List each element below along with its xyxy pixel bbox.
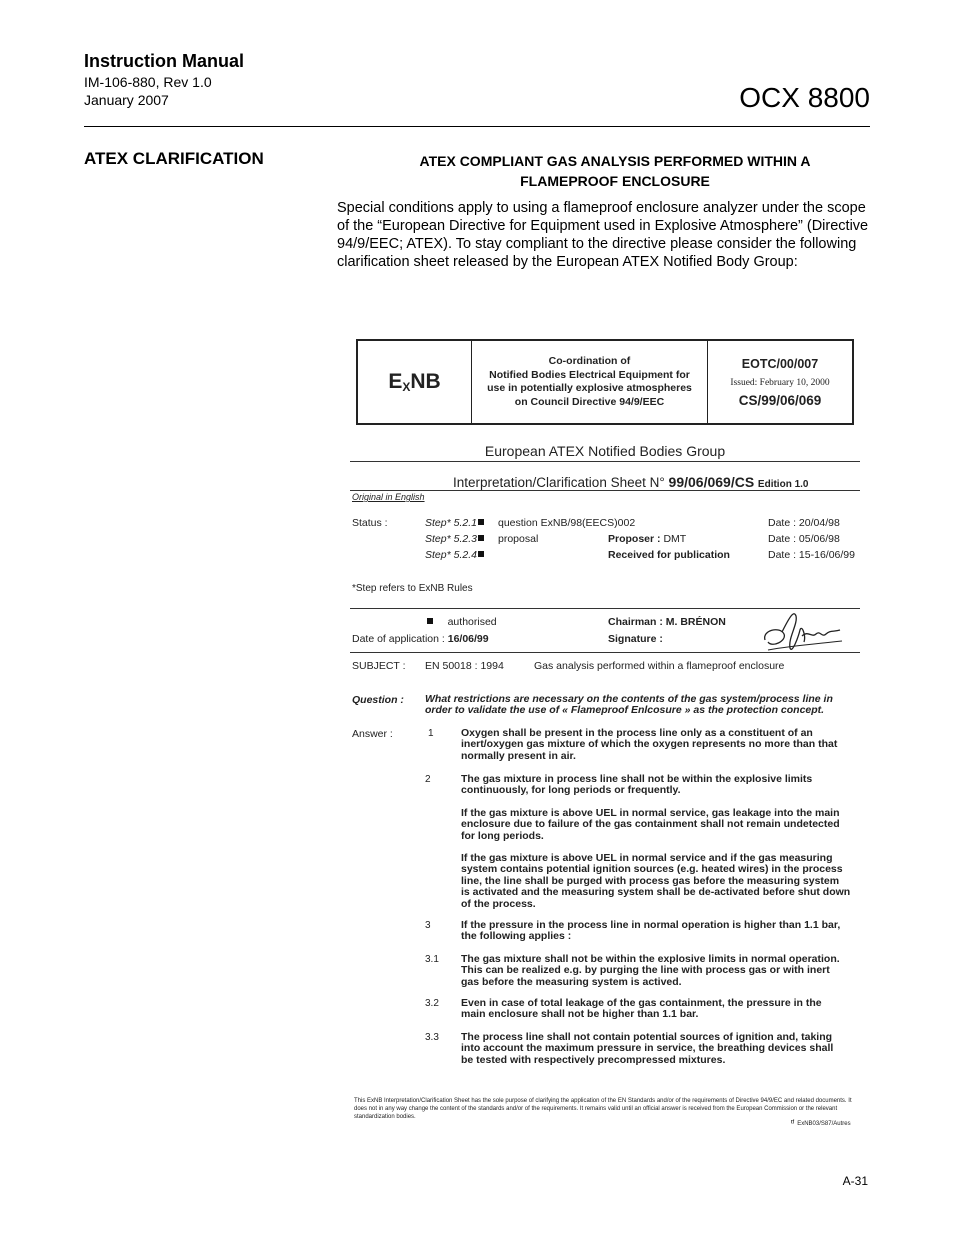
bullet-square-icon: [478, 519, 484, 525]
original-language-note: Original in English: [352, 492, 425, 502]
page-number: A-31: [842, 1174, 868, 1188]
coordination-text: [472, 341, 708, 423]
answer-number: 3.2: [425, 998, 439, 1009]
section-title: ATEX CLARIFICATION: [84, 149, 264, 168]
coordination-line: use in potentially explosive atmospheres: [487, 382, 692, 394]
answer-number: 2: [425, 774, 431, 785]
step-description: question ExNB/98(EECS)002: [498, 517, 636, 529]
step-label: Step* 5.2.3: [425, 533, 484, 545]
question-label: Question :: [352, 694, 404, 706]
logo-subscript: X: [402, 380, 411, 394]
step-date: Date : 20/04/98: [768, 517, 840, 529]
answer-paragraph: If the gas mixture is above UEL in normal service and if the gas measuring system contains potential ignition sources (e.g. heated wires) in the process line, the line shall be purged with process gas before the measuring system is activated and the measuring system shall be de-activated before shut down of the process.: [461, 852, 851, 910]
answer-item: The gas mixture in process line shall not be within the explosive limits continuously, for long periods or frequently.: [461, 773, 813, 797]
coordination-line: on Council Directive 94/9/EEC: [514, 395, 665, 408]
signature-label: Signature :: [608, 633, 663, 645]
logo-suffix: NB: [410, 370, 441, 393]
divider: [350, 490, 860, 491]
issued-date: Issued: February 10, 2000: [730, 377, 830, 388]
sheet-number: 99/06/069/CS: [668, 474, 755, 490]
reference-block: [708, 341, 852, 423]
logo-letter: E: [388, 370, 403, 393]
handwritten-signature: [760, 608, 844, 658]
step-description: proposal: [498, 533, 539, 545]
clarification-sheet-scan: [340, 330, 880, 1140]
step-date: Date : 05/06/98: [768, 533, 840, 545]
received-for-publication: Received for publication: [608, 549, 730, 561]
step-label: Step* 5.2.1: [425, 517, 484, 529]
answer-number: 1: [428, 728, 434, 739]
authorised-status: authorised: [426, 616, 497, 628]
document-number: IM-106-880, Rev 1.0: [84, 74, 212, 90]
sheet-title: [453, 474, 808, 490]
coordination-line: Notified Bodies Electrical Equipment for: [489, 368, 690, 381]
answer-item: The process line shall not contain potential sources of ignition and, taking into account the maximum pressure in service, the breathing devices shall be tested with respectively precompressed mixtures.: [461, 1031, 834, 1066]
status-label: Status :: [352, 517, 388, 529]
group-title: European ATEX Notified Bodies Group: [484, 443, 726, 459]
exnb-logo: [358, 341, 472, 423]
manual-title: Instruction Manual: [84, 51, 245, 71]
step-label: Step* 5.2.4: [425, 549, 484, 561]
bullet-square-icon: [478, 535, 484, 541]
answer-item: The gas mixture shall not be within the explosive limits in normal operation. This can be realized e.g. by purging the line with process gas or with inert gas before the measuring system is actived.: [461, 953, 840, 988]
disclaimer-note: This ExNB Interpretation/Clarification Sheet has the sole purpose of clarifying the application of the EN Standards and/or of the requirements of Directive 94/9/EC and related documents. It does not in any way change the content of the standards and/or of the requirements. It remains valid until an official answer is received from the European Commission or the relevant standardization bodies.: [354, 1098, 852, 1121]
answer-number: 3: [425, 920, 431, 931]
cs-code: CS/99/06/069: [738, 392, 822, 408]
proposer: Proposer : DMT: [608, 533, 687, 545]
intro-paragraph: Special conditions apply to using a flameproof enclosure analyzer under the scope of the “European Directive for Equipment used in Explosive Atmosphere” (Directive 94/9/EEC; ATEX). To stay compliant to the directive please consider the following clarification sheet released by the European ATEX Notified Body Group:: [337, 200, 869, 270]
sheet-edition: Edition 1.0: [757, 479, 809, 490]
answer-paragraph: If the gas mixture is above UEL in normal service, gas leakage into the main enclosure due to failure of the gas containment shall not remain undetected for long periods.: [461, 807, 840, 842]
subject-label: SUBJECT :: [352, 660, 406, 672]
coordination-line: Co-ordination of: [548, 355, 631, 367]
question-text: What restrictions are necessary on the contents of the gas system/process line in order to validate the use of « Flameproof Enlcosure » as the protection concept.: [425, 693, 833, 717]
reference-code: EOTC/00/007: [741, 356, 819, 371]
answer-number: 3.1: [425, 954, 439, 965]
bullet-square-icon: [478, 551, 484, 557]
subject-text: Gas analysis performed within a flameproof enclosure: [534, 660, 785, 672]
bullet-square-icon: [427, 618, 433, 624]
step-footnote: *Step refers to ExNB Rules: [352, 583, 473, 594]
header-divider: [84, 126, 870, 127]
subject-standard: EN 50018 : 1994: [425, 660, 504, 672]
answer-item: Oxygen shall be present in the process line only as a constituent of an inert/oxygen gas mixture of which the oxygen represents no more than that normally present in air.: [461, 727, 838, 762]
answer-number: 3.3: [425, 1032, 439, 1043]
exnb-header-box: [356, 339, 854, 425]
date-of-application: Date of application : 16/06/99: [352, 633, 489, 645]
divider: [350, 461, 860, 462]
document-date: January 2007: [84, 92, 169, 108]
form-mark: ᵗᶠ: [791, 1120, 795, 1127]
chairman: Chairman : M. BRÉNON: [608, 616, 726, 628]
answer-item: Even in case of total leakage of the gas containment, the pressure in the main enclosure shall not be higher than 1.1 bar.: [461, 997, 822, 1021]
product-name: OCX 8800: [739, 82, 870, 113]
answer-item: If the pressure in the process line in normal operation is higher than 1.1 bar, the following applies :: [461, 919, 841, 943]
divider: [350, 652, 860, 653]
step-date: Date : 15-16/06/99: [768, 549, 855, 561]
answer-label: Answer :: [352, 728, 393, 740]
form-code: ᵗᶠ ExNB03/S87/Autres: [791, 1120, 851, 1127]
sheet-title-prefix: Interpretation/Clarification Sheet N°: [453, 475, 665, 490]
main-heading: ATEX COMPLIANT GAS ANALYSIS PERFORMED WITHIN A FLAMEPROOF ENCLOSURE: [419, 153, 811, 189]
